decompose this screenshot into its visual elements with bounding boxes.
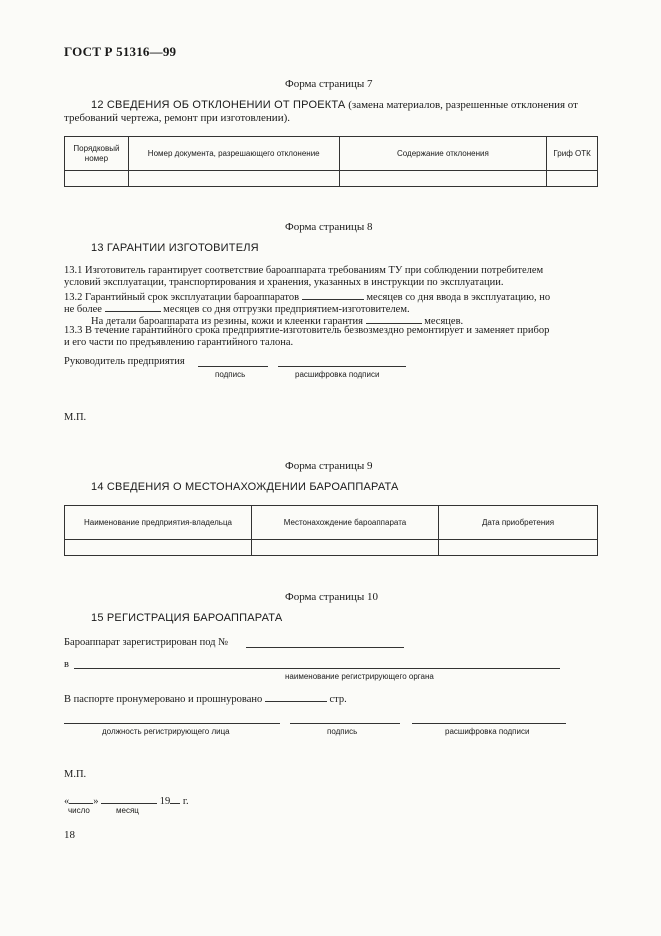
registration-org-field[interactable] <box>74 668 560 669</box>
head-signature-field[interactable] <box>198 366 268 367</box>
stamp-mark: М.П. <box>64 769 87 780</box>
col-content: Содержание отклонения <box>339 137 547 171</box>
deviations-table <box>64 136 598 187</box>
col-owner: Наименование предприятия-владельца <box>65 506 252 540</box>
head-decode-field[interactable] <box>278 366 406 367</box>
signature-caption: подпись <box>215 370 246 379</box>
month-field[interactable] <box>101 793 157 804</box>
warranty-line-6: 13.3 В течение гарантийного срока предприятие-изготовитель безвозмездно ремонтирует и заменяет прибор <box>64 325 550 336</box>
rubber-months-field[interactable] <box>366 313 422 324</box>
warranty-line-5: На детали бароаппарата из резины, кожи и клеенки гарантия месяцев. <box>91 313 463 328</box>
warranty-line-7: и его части по предъявлению гарантийного талона. <box>64 337 294 348</box>
form-title-9: Форма страницы 9 <box>285 460 373 472</box>
page-number: 18 <box>64 829 75 841</box>
section-12-heading <box>91 99 578 111</box>
table-row[interactable] <box>65 171 598 187</box>
warranty-line-1: 13.1 Изготовитель гарантирует соответствие бароаппарата требованиям ТУ при соблюдении потребителем <box>64 265 544 276</box>
col-location: Местонахождение бароаппарата <box>252 506 439 540</box>
form-title-7: Форма страницы 7 <box>285 78 373 90</box>
pages-label: В паспорте пронумеровано и прошнуровано стр. <box>64 691 347 706</box>
stamp-mark: М.П. <box>64 412 87 423</box>
decode-caption: расшифровка подписи <box>445 727 530 736</box>
day-field[interactable] <box>69 793 93 804</box>
registrar-signature-field[interactable] <box>290 723 400 724</box>
cell-empty[interactable] <box>65 540 252 556</box>
org-caption: наименование регистрирующего органа <box>285 672 434 681</box>
cell-empty[interactable] <box>439 540 598 556</box>
decode-caption: расшифровка подписи <box>295 370 380 379</box>
registration-label: Бароаппарат зарегистрирован под № <box>64 637 229 648</box>
col-number: Порядковый номер <box>65 137 129 171</box>
col-document: Номер документа, разрешающего отклонение <box>128 137 339 171</box>
section-13-heading: 13 ГАРАНТИИ ИЗГОТОВИТЕЛЯ <box>91 242 259 254</box>
warranty-line-3: 13.2 Гарантийный срок эксплуатации бароаппаратов месяцев со дня ввода в эксплуатацию, но <box>64 289 550 304</box>
section-14-heading: 14 СВЕДЕНИЯ О МЕСТОНАХОЖДЕНИИ БАРОАППАРАТА <box>91 481 399 493</box>
section-15-heading: 15 РЕГИСТРАЦИЯ БАРОАППАРАТА <box>91 612 283 624</box>
location-table <box>64 505 598 556</box>
shipment-months-field[interactable] <box>105 301 161 312</box>
section-12-rest: (замена материалов, разрешенные отклонения от <box>345 99 578 111</box>
warranty-months-field[interactable] <box>302 289 364 300</box>
month-caption: месяц <box>116 806 139 815</box>
warranty-line-4: не более месяцев со дня отгрузки предприятием-изготовителем. <box>64 301 410 316</box>
col-purchase-date: Дата приобретения <box>439 506 598 540</box>
cell-empty[interactable] <box>252 540 439 556</box>
cell-empty[interactable] <box>128 171 339 187</box>
registrar-decode-field[interactable] <box>412 723 566 724</box>
cell-empty[interactable] <box>65 171 129 187</box>
day-caption: число <box>68 806 90 815</box>
head-label: Руководитель предприятия <box>64 356 185 367</box>
registration-number-field[interactable] <box>246 647 404 648</box>
warranty-line-2: условий эксплуатации, транспортирования и хранения, указанных в инструкции по эксплуатации. <box>64 277 504 288</box>
cell-empty[interactable] <box>547 171 598 187</box>
cell-empty[interactable] <box>339 171 547 187</box>
table-row[interactable] <box>65 540 598 556</box>
position-caption: должность регистрирующего лица <box>102 727 230 736</box>
document-code: ГОСТ Р 51316—99 <box>64 44 177 59</box>
form-title-10: Форма страницы 10 <box>285 591 379 603</box>
position-field[interactable] <box>64 723 280 724</box>
year-field[interactable] <box>170 793 180 804</box>
signature-caption: подпись <box>327 727 358 736</box>
section-12-caps: 12 СВЕДЕНИЯ ОБ ОТКЛОНЕНИИ ОТ ПРОЕКТА <box>91 99 346 111</box>
date-line: « » 19 г. <box>64 793 189 808</box>
pages-count-field[interactable] <box>265 691 327 702</box>
section-12-heading-line2: требований чертежа, ремонт при изготовлении). <box>64 112 290 124</box>
form-title-8: Форма страницы 8 <box>285 221 373 233</box>
col-otk: Гриф ОТК <box>547 137 598 171</box>
in-label: в <box>64 659 69 670</box>
